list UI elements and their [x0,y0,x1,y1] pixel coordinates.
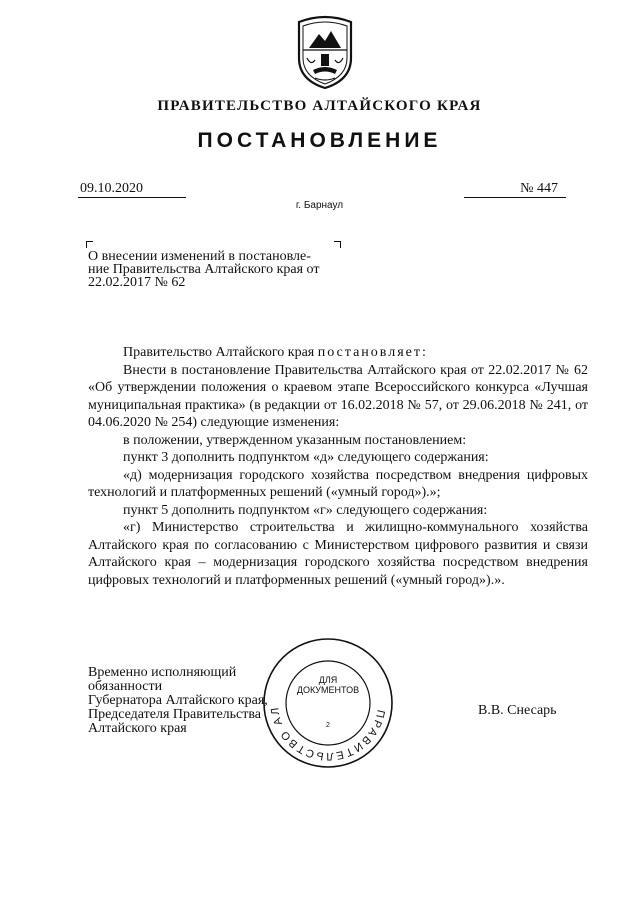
body-paragraph: «д) модернизация городского хозяйства посредством внедрения цифровых технологий и платформенных решений («умный город»).»; [88,467,588,500]
stamp-center-line: ДЛЯ [318,675,338,685]
opening-text: Правительство Алтайского края [123,345,318,360]
body-paragraph: «г) Министерство строительства и жилищно-коммунального хозяйства Алтайского края по согласованию с Министерством цифрового развития и связи Алтайского края – модернизация городского хозяйства посредством внедрения цифровых технологий и платформенных решений («умный город»).». [88,520,588,588]
opening-verb: постановляет [317,345,422,360]
document-type: ПОСТАНОВЛЕНИЕ [197,129,442,152]
document-date: 09.10.2020 [78,181,186,198]
signatory-line: Алтайского края [88,721,187,736]
signer-name: В.В. Снесарь [478,703,557,718]
body-paragraph: пункт 3 дополнить подпунктом «д» следующего содержания: [123,450,489,465]
subject-line: 22.02.2017 № 62 [88,275,186,290]
body-paragraph: Внести в постановление Правительства Алтайского края от 22.02.2017 № 62 «Об утверждении положения о краевом этапе Всероссийского конкурса «Лучшая муниципальная практика» (в редакции от 16.02.2018 № 57, от 29.06.2018 № 241, от 04.06.2020 № 254) следующие изменения: [88,362,588,430]
opening-colon: : [421,345,426,360]
subject-line: О внесении изменений в постановле- [88,249,311,264]
document-body [88,344,588,589]
official-stamp [262,637,394,769]
government-title: ПРАВИТЕЛЬСТВО АЛТАЙСКОГО КРАЯ [157,98,482,114]
subject-corner-right [334,241,341,248]
coat-of-arms-icon [293,14,357,90]
document-city: г. Барнаул [295,200,344,211]
subject-line: ние Правительства Алтайского края от [88,262,320,277]
stamp-center-line: ДОКУМЕНТОВ [296,685,360,695]
stamp-ring-text: ПРАВИТЕЛЬСТВО АЛ [268,704,387,763]
body-paragraph: пункт 5 дополнить подпунктом «г» следующего содержания: [123,502,488,518]
opening-line [88,344,588,362]
document-subject [88,250,338,289]
subject-corner-left [86,241,93,248]
body-paragraph: в положении, утвержденном указанным постановлением: [123,432,467,448]
signatory-line: Временно исполняющий обязанности [88,665,237,694]
document-number: № 447 [464,181,566,198]
signatory-line: Губернатора Алтайского края, [88,693,268,708]
signatory-line: Председателя Правительства [88,707,262,722]
stamp-number: 2 [326,722,330,729]
stamp-center [262,637,394,769]
